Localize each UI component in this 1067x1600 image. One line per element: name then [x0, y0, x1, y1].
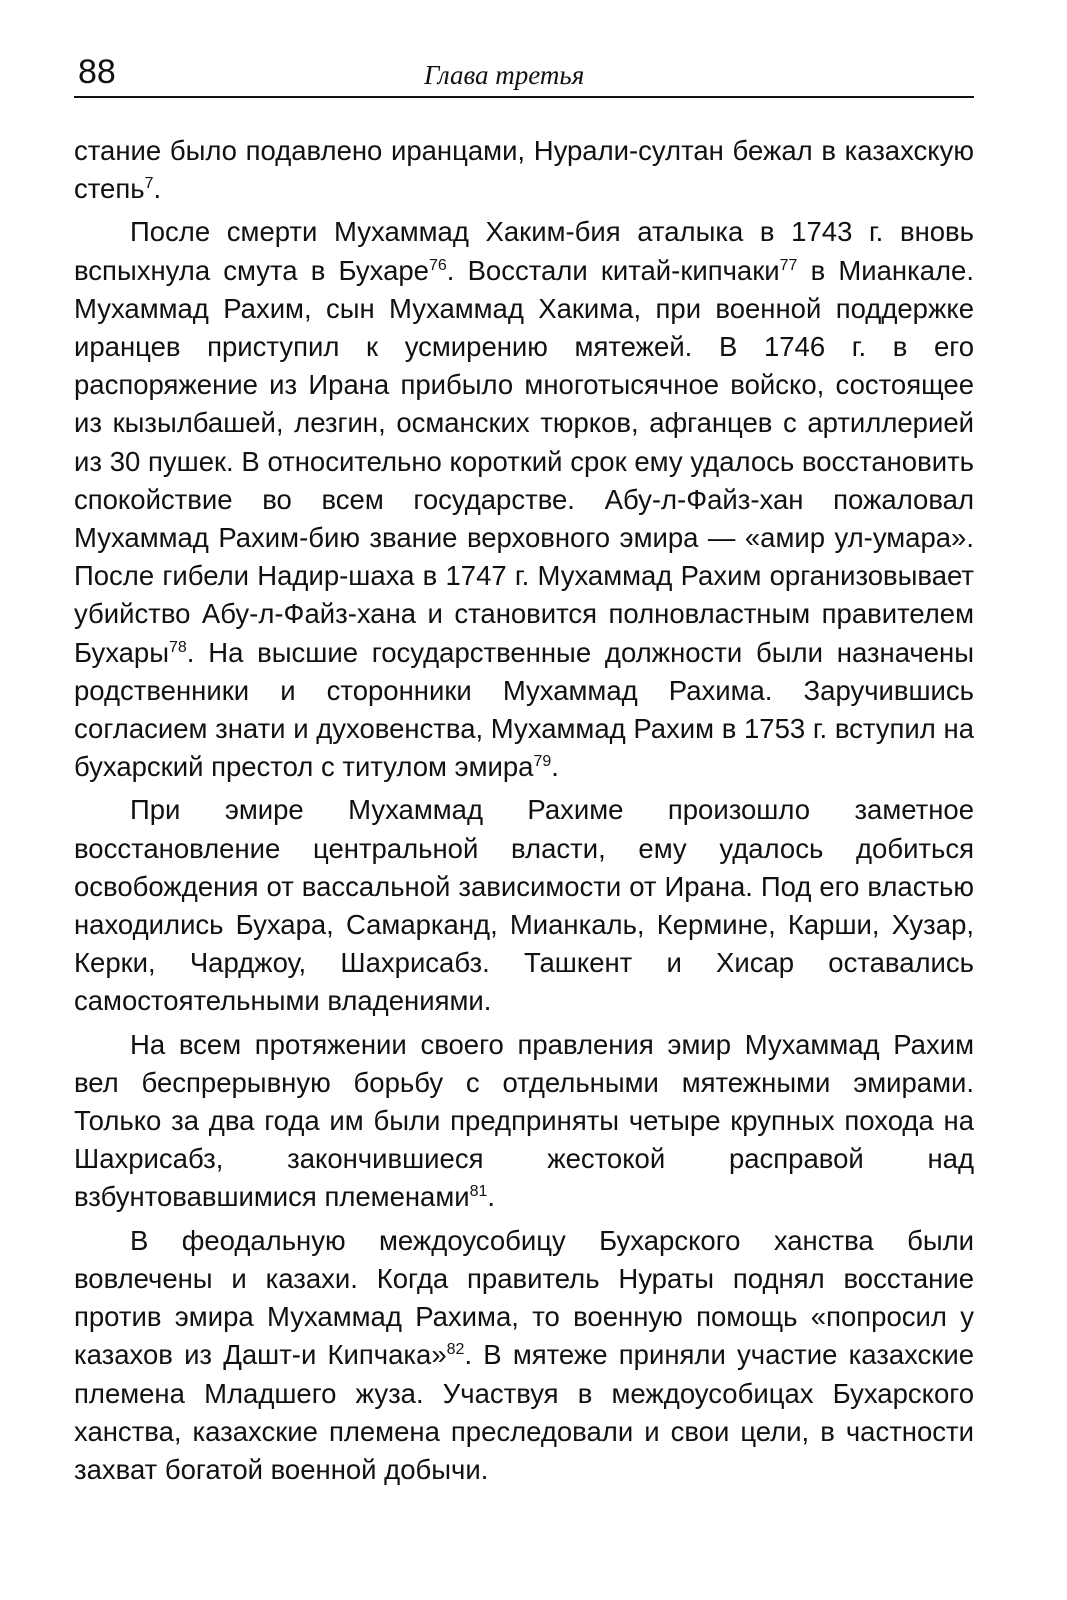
paragraph-text: . — [153, 173, 162, 205]
running-head: Глава третья — [424, 60, 585, 90]
footnote-ref: 78 — [169, 638, 187, 656]
footnote-ref: 79 — [533, 753, 552, 771]
footnote-ref: 77 — [779, 256, 798, 274]
paragraph-text: . — [551, 751, 559, 783]
footnote-ref: 82 — [446, 1341, 465, 1359]
paragraph — [74, 791, 974, 1020]
paragraph — [74, 132, 974, 208]
paragraph-text: . — [487, 1181, 496, 1213]
paragraph-text: . В мятеже приняли участие казахские племена Младшего жуза. Участвуя в междоусобицах Бухарского ханства, казахские племена преследовали и свои цели, в частности захват богатой военной добычи. — [74, 1339, 974, 1485]
page-number: 88 — [78, 53, 116, 91]
footnote-ref: 81 — [469, 1183, 488, 1201]
paragraph-text: При эмире Мухаммад Рахиме произошло заметное восстановление центральной власти, ему удалось добиться освобождения от вассальной зависимости от Ирана. Под его властью находились Бухара, Самарканд, Мианкаль, Кермине, Карши, Хузар, Керки, Чарджоу, Шахрисабз. Ташкент и Хисар оставались самостоятельными владениями. — [74, 794, 974, 1017]
body-text — [74, 132, 974, 1489]
paragraph-text: После смерти Мухаммад Хаким-бия аталыка в 1743 г. вновь вспыхнула смута в Бухаре — [74, 216, 974, 286]
paragraph — [74, 213, 974, 786]
paragraph — [74, 1222, 974, 1489]
paragraph-text: . Восстали китай-кипчаки — [446, 254, 780, 286]
paragraph-text: На всем протяжении своего правления эмир Мухаммад Рахим вел беспрерывную борьбу с отдельными мятежными эмирами. Только за два года им были предприняты четыре крупных похода на Шахрисабз, закончившиеся жестокой расправой над взбунтовавшимися племенами — [74, 1028, 974, 1213]
paragraph-text: в Мианкале. Мухаммад Рахим, сын Мухаммад Хакима, при военной поддержке иранцев приступил к усмирению мятежей. В 1746 г. в его распоряжение из Ирана прибыло многотысячное войско, состоящее из кызылбашей, лезгин, османских тюрков, афганцев с артиллерией из 30 пушек. В относительно короткий срок ему удалось восстановить спокойствие во всем государстве. Абу-л-Файз-хан пожаловал Мухаммад Рахим-бию звание верховного эмира — «амир ул-умара». После гибели Надир-шаха в 1747 г. Мухаммад Рахим организовывает убийство Абу-л-Файз-хана и становится полновластным правителем Бухары — [74, 254, 974, 668]
paragraph-text: В феодальную междоусобицу Бухарского ханства были вовлечены и казахи. Когда правитель Нураты поднял восстание против эмира Мухаммад Рахима, то военную помощь «попросил у казахов из Дашт-и Кипчака» — [74, 1224, 974, 1371]
footnote-ref: 7 — [144, 175, 154, 193]
page-header — [74, 52, 974, 98]
paragraph-text: стание было подавлено иранцами, Нурали-султан бежал в казахскую степь — [74, 135, 974, 205]
paragraph — [74, 1026, 974, 1217]
footnote-ref: 76 — [428, 256, 447, 274]
paragraph-text: . На высшие государственные должности были назначены родственники и сторонники Мухаммад Рахима. Заручившись согласием знати и духовенства, Мухаммад Рахим в 1753 г. вступил на бухарский престол с титулом эмира — [74, 636, 974, 783]
